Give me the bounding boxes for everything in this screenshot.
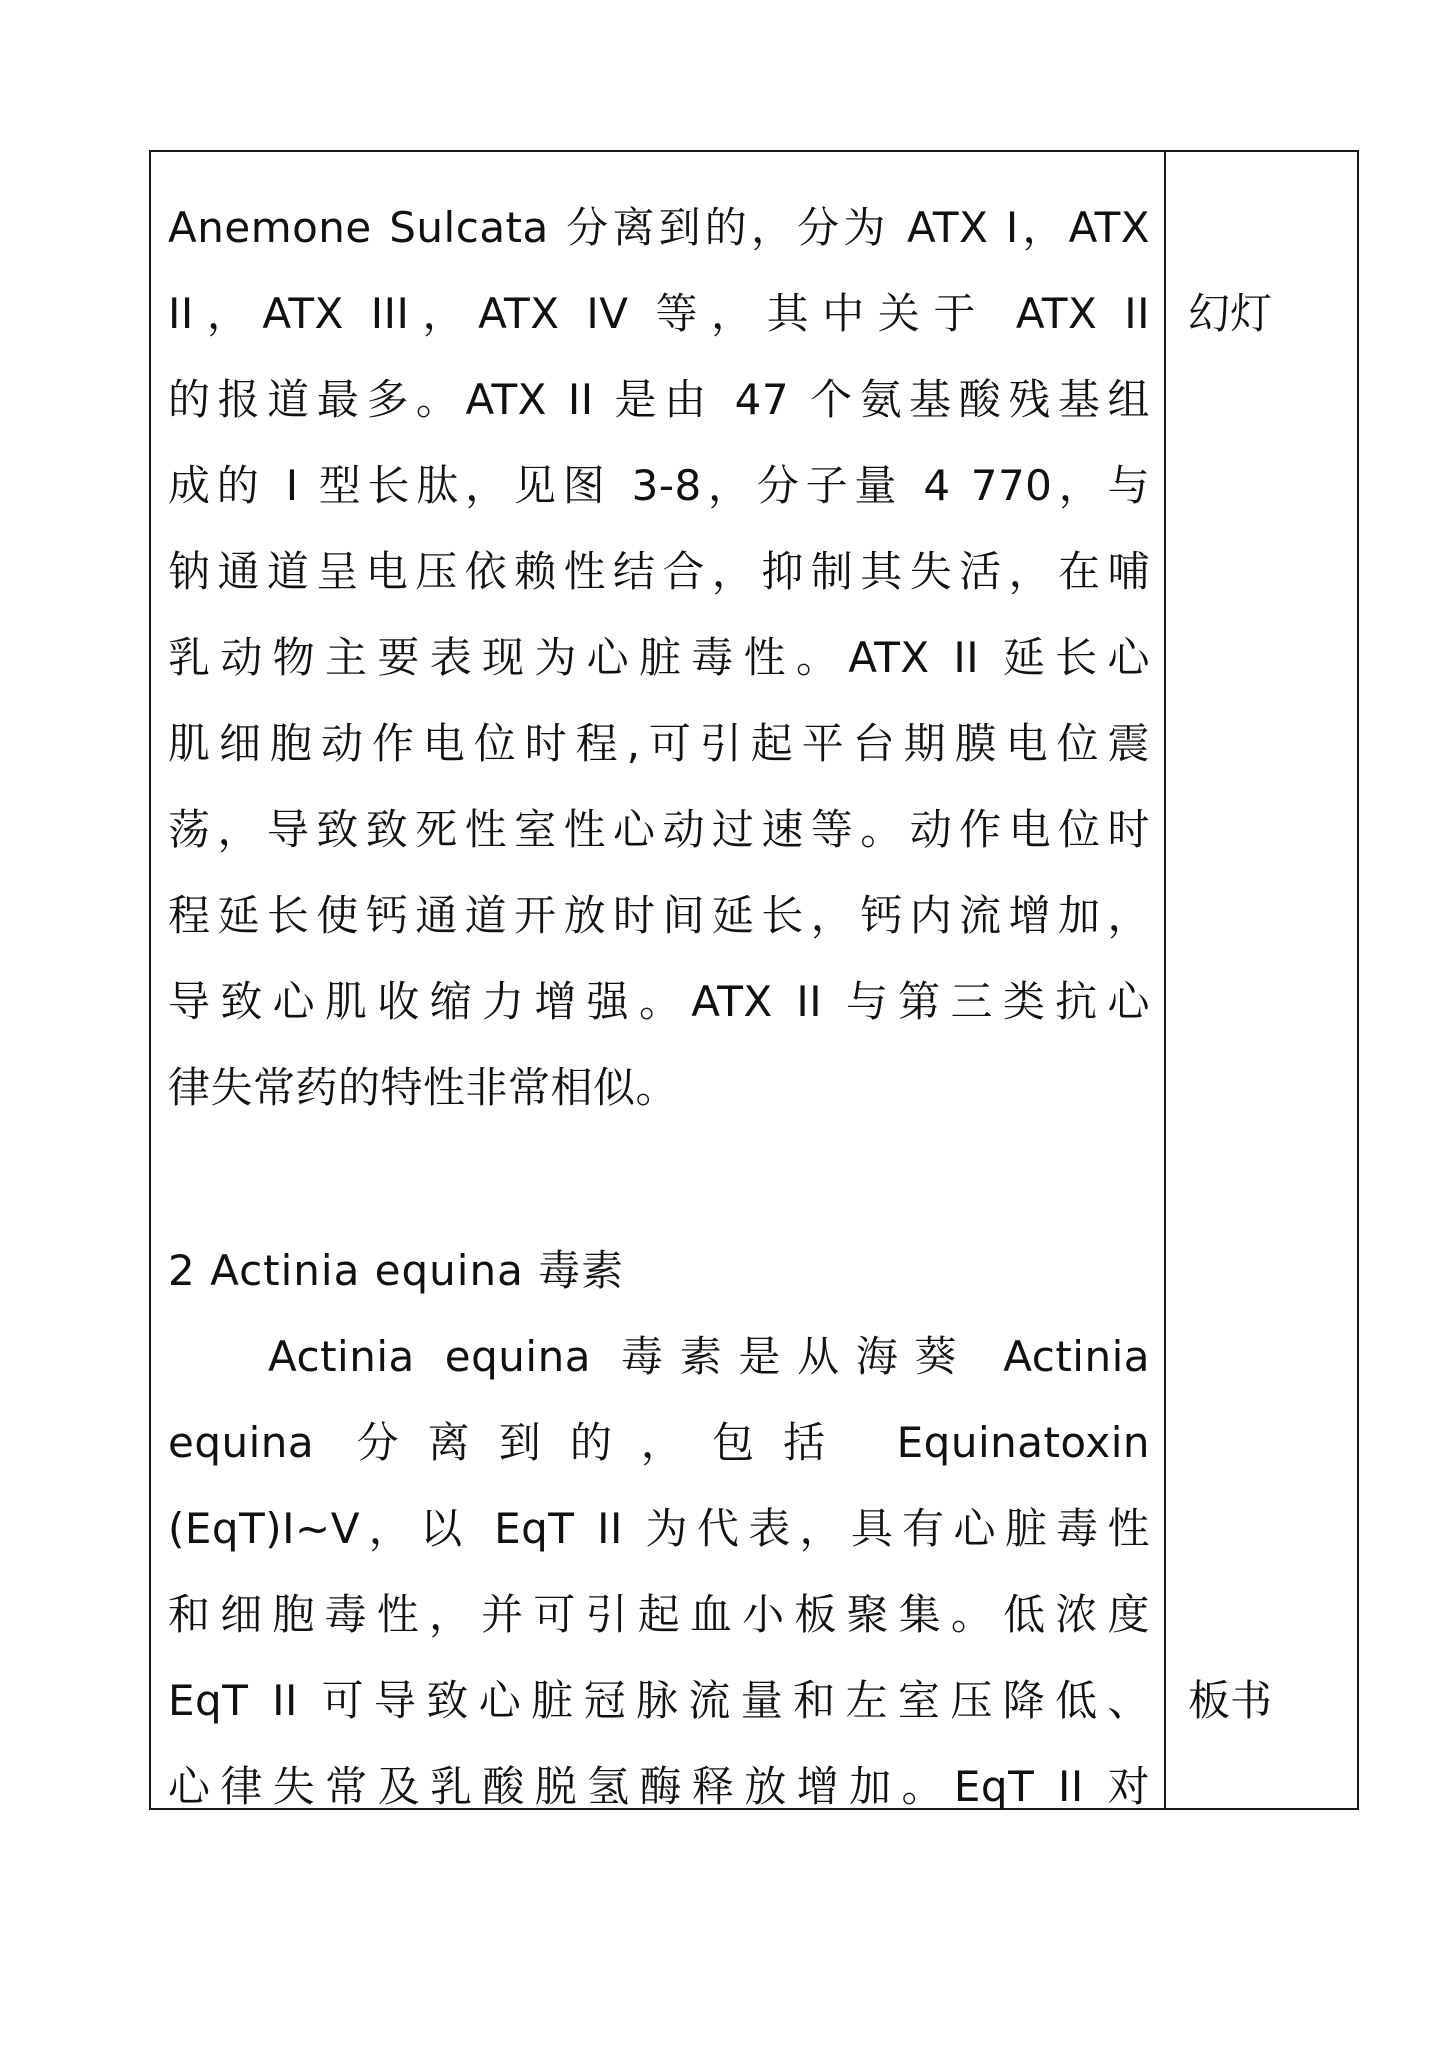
text-line: Anemone Sulcata 分离到的，分为 ATX I，ATX bbox=[168, 203, 1150, 252]
text-line: 的报道最多。ATX II 是由 47 个氨基酸残基组 bbox=[168, 375, 1150, 424]
text-line: 荡，导致致死性室性心动过速等。动作电位时 bbox=[168, 805, 1150, 854]
text-line: EqT II 可导致心脏冠脉流量和左室压降低、 bbox=[168, 1676, 1150, 1725]
lesson-plan-table bbox=[149, 150, 1359, 1810]
text-line: II，ATX III，ATX IV 等，其中关于 ATX II bbox=[168, 289, 1150, 338]
text-line: 成的 I 型长肽，见图 3-8，分子量 4 770，与 bbox=[168, 461, 1150, 510]
text-line: 律失常药的特性非常相似。 bbox=[168, 1063, 679, 1112]
text-line: 心律失常及乳酸脱氢酶释放增加。EqT II 对 bbox=[168, 1762, 1150, 1811]
teaching-method-cell bbox=[1166, 152, 1357, 1808]
text-line: 乳动物主要表现为心脏毒性。ATX II 延长心 bbox=[168, 633, 1150, 682]
text-line: 程延长使钙通道开放时间延长，钙内流增加， bbox=[168, 891, 1150, 940]
text-line: Actinia equina 毒素是从海葵 Actinia bbox=[268, 1332, 1150, 1381]
text-line: equina 分离到的，包括 Equinatoxin bbox=[168, 1418, 1150, 1467]
slides-note: 幻灯 bbox=[1188, 289, 1273, 338]
content-cell bbox=[151, 152, 1166, 1811]
text-line: 肌细胞动作电位时程,可引起平台期膜电位震 bbox=[168, 719, 1150, 768]
section-heading: 2 Actinia equina 毒素 bbox=[168, 1246, 625, 1295]
text-line: 导致心肌收缩力增强。ATX II 与第三类抗心 bbox=[168, 977, 1150, 1026]
text-line: (EqT)I~V，以 EqT II 为代表，具有心脏毒性 bbox=[168, 1504, 1150, 1553]
blackboard-note: 板书 bbox=[1188, 1676, 1273, 1725]
text-line: 钠通道呈电压依赖性结合，抑制其失活，在哺 bbox=[168, 547, 1150, 596]
text-line: 和细胞毒性，并可引起血小板聚集。低浓度 bbox=[168, 1590, 1150, 1639]
